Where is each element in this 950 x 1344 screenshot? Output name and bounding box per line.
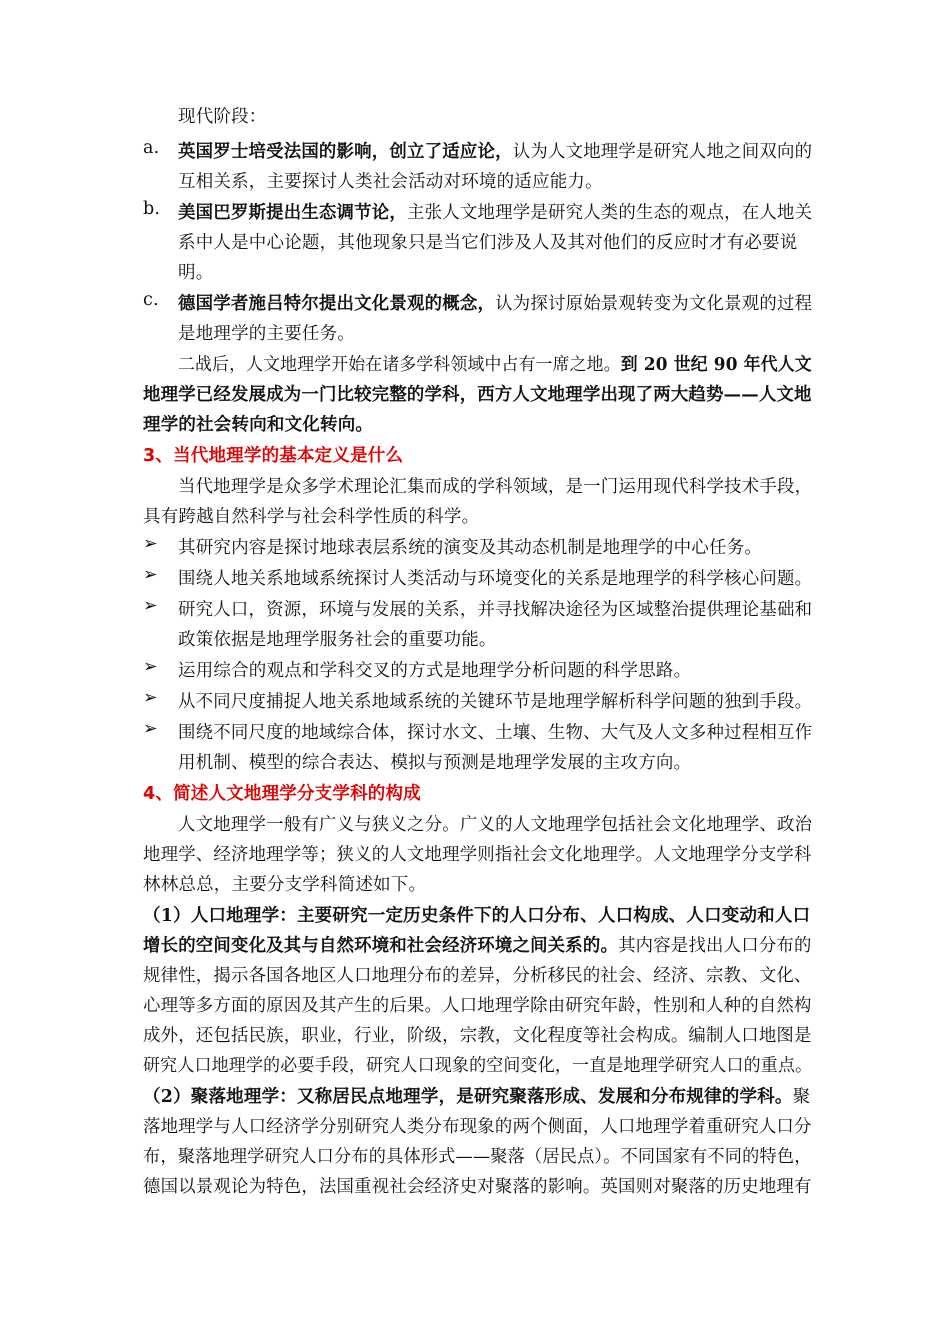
section-heading-4: 4、简述人文地理学分支学科的构成	[143, 784, 421, 804]
intro-text: 现代阶段：	[178, 107, 267, 127]
bullet-arrow-icon: ➢	[143, 534, 158, 554]
list-item-c: 德国学者施吕特尔提出文化景观的概念，认为探讨原始景观转变为文化景观的过程	[178, 294, 813, 314]
branch-line-3: 林林总总，主要分支学科简述如下。	[143, 875, 427, 895]
postwar-paragraph: 二战后，人文地理学开始在诸多学科领域中占有一席之地。到 20 世纪 90 年代人文	[178, 355, 812, 375]
list-item-a: 英国罗士培受法国的影响，创立了适应论，认为人文地理学是研究人地之间双向的	[178, 142, 813, 162]
definition-paragraph: 当代地理学是众多学术理论汇集而成的学科领域，是一门运用现代科学技术手段，	[178, 477, 813, 497]
settlement-line-3: 布，聚落地理学研究人口分布的具体形式——聚落（居民点）。不同国家有不同的特色，	[143, 1147, 812, 1167]
population-line-6: 研究人口地理学的必要手段，研究人口现象的空间变化，一直是地理学研究人口的重点。	[143, 1056, 813, 1076]
bullet-item-cont: 政策依据是地理学服务社会的重要功能。	[178, 630, 497, 650]
population-line-2: 增长的空间变化及其与自然环境和社会经济环境之间关系的。其内容是找出人口分布的	[143, 936, 812, 956]
settlement-line-4: 德国以景观论为特色，法国重视社会经济史对聚落的影响。英国则对聚落的历史地理有	[143, 1177, 812, 1197]
section-heading-3: 3、当代地理学的基本定义是什么	[143, 446, 404, 466]
list-marker-c: c.	[143, 290, 159, 310]
branch-line-2: 地理学、经济地理学等；狭义的人文地理学则指社会文化地理学。人文地理学分支学科	[143, 845, 812, 865]
settlement-line-2: 落地理学与人口经济学分别研究人类分布现象的两个侧面，人口地理学着重研究人口分	[143, 1117, 812, 1137]
definition-line-2: 具有跨越自然科学与社会科学性质的科学。	[143, 507, 480, 527]
population-line-4: 心理等多方面的原因及其产生的后果。人口地理学除由研究年龄，性别和人种的自然构	[143, 996, 812, 1016]
population-line-3: 规律性，揭示各国各地区人口地理分布的差异，分析移民的社会、经济、宗教、文化、	[143, 966, 812, 986]
list-marker-b: b.	[143, 199, 161, 219]
population-line-5: 成外，还包括民族，职业，行业，阶级，宗教，文化程度等社会构成。编制人口地图是	[143, 1026, 812, 1046]
bullet-arrow-icon: ➢	[143, 596, 158, 616]
list-item-b: 美国巴罗斯提出生态调节论，主张人文地理学是研究人类的生态的观点，在人地关	[178, 203, 813, 223]
bullet-arrow-icon: ➢	[143, 565, 158, 585]
population-geography-heading: （1）人口地理学：主要研究一定历史条件下的人口分布、人口构成、人口变动和人口	[143, 906, 811, 926]
branch-paragraph: 人文地理学一般有广义与狭义之分。广义的人文地理学包括社会文化地理学、政治	[178, 815, 813, 835]
postwar-line-3: 理学的社会转向和文化转向。	[143, 415, 374, 435]
postwar-line-2: 地理学已经发展成为一门比较完整的学科，西方人文地理学出现了两大趋势——人文地	[143, 385, 812, 405]
bullet-item: 围绕不同尺度的地域综合体，探讨水文、土壤、生物、大气及人文多种过程相互作	[178, 723, 813, 743]
bullet-arrow-icon: ➢	[143, 688, 158, 708]
bullet-item-cont: 用机制、模型的综合表达、模拟与预测是地理学发展的主攻方向。	[178, 753, 692, 773]
list-item-a-cont: 互相关系，主要探讨人类社会活动对环境的适应能力。	[178, 172, 603, 192]
list-marker-a: a.	[143, 138, 160, 158]
bullet-item: 研究人口，资源，环境与发展的关系，并寻找解决途径为区域整治提供理论基础和	[178, 600, 813, 620]
bullet-item: 从不同尺度捕捉人地关系地域系统的关键环节是地理学解析科学问题的独到手段。	[178, 692, 813, 712]
bullet-arrow-icon: ➢	[143, 657, 158, 677]
settlement-geography-heading: （2）聚落地理学：又称居民点地理学，是研究聚落形成、发展和分布规律的学科。聚	[143, 1087, 811, 1107]
list-item-b-cont: 系中人是中心论题，其他现象只是当它们涉及人及其对他们的反应时才有必要说	[178, 233, 798, 253]
list-item-c-cont: 是地理学的主要任务。	[178, 324, 355, 344]
bullet-item: 运用综合的观点和学科交叉的方式是地理学分析问题的科学思路。	[178, 661, 692, 681]
bullet-arrow-icon: ➢	[143, 719, 158, 739]
bullet-item: 其研究内容是探讨地球表层系统的演变及其动态机制是地理学的中心任务。	[178, 538, 763, 558]
list-item-b-cont2: 明。	[178, 263, 214, 283]
bullet-item: 围绕人地关系地域系统探讨人类活动与环境变化的关系是地理学的科学核心问题。	[178, 569, 813, 589]
